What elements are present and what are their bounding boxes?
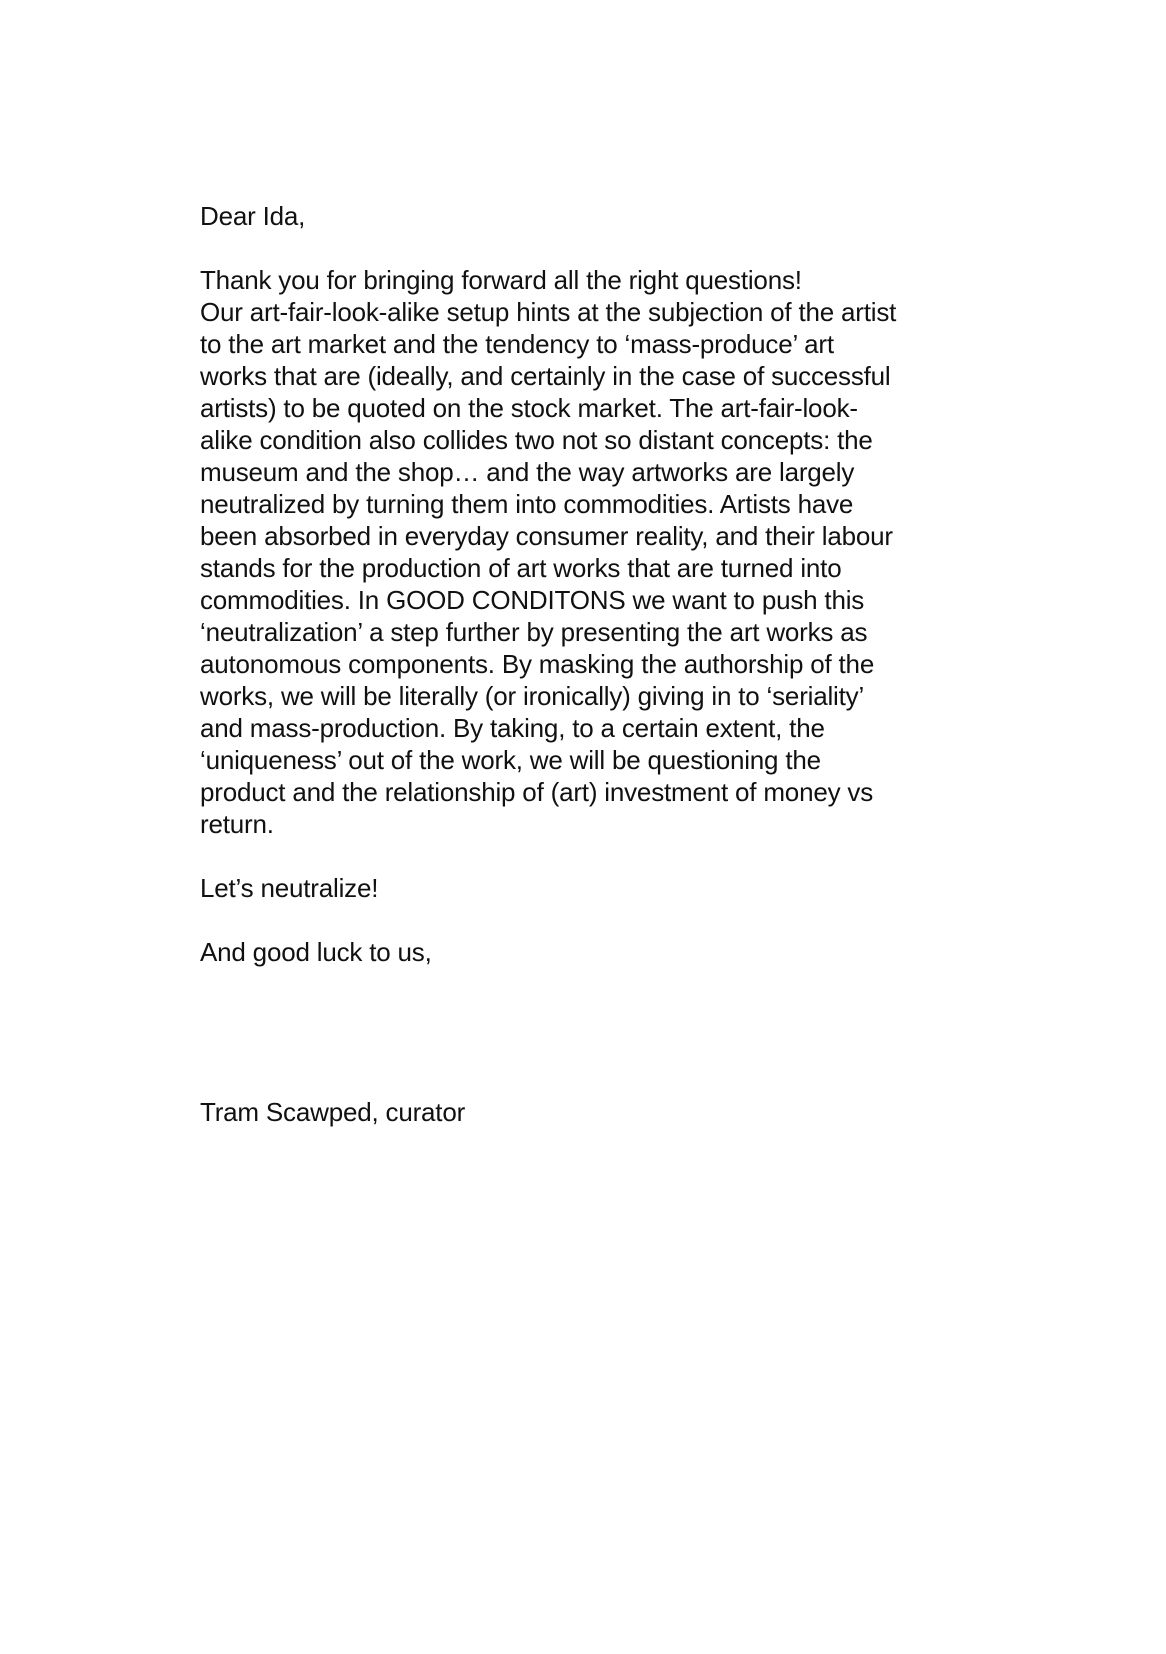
paragraph-line: product and the relationship of (art) investment of money vs <box>200 777 874 807</box>
paragraph-line: neutralized by turning them into commodities. Artists have <box>200 489 854 519</box>
paragraph-line: Our art-fair-look-alike setup hints at the subjection of the artist <box>200 297 897 327</box>
paragraph-line: autonomous components. By masking the authorship of the <box>200 649 875 679</box>
paragraph-line: Thank you for bringing forward all the right questions! <box>200 265 802 295</box>
exclamation-line: Let’s neutralize! <box>200 873 379 903</box>
paragraph-line: commodities. In GOOD CONDITONS we want to push this <box>200 585 865 615</box>
paragraph-line: ‘uniqueness’ out of the work, we will be questioning the <box>200 745 821 775</box>
paragraph-line: alike condition also collides two not so distant concepts: the <box>200 425 873 455</box>
paragraph-line: to the art market and the tendency to ‘mass-produce’ art <box>200 329 834 359</box>
paragraph-line: stands for the production of art works that are turned into <box>200 553 842 583</box>
signature-line: Tram Scawped, curator <box>200 1097 466 1127</box>
letter-body <box>200 200 980 1128</box>
paragraph-line: and mass-production. By taking, to a certain extent, the <box>200 713 825 743</box>
paragraph-line: return. <box>200 809 274 839</box>
main-paragraph <box>200 264 980 840</box>
paragraph-line: works, we will be literally (or ironically) giving in to ‘seriality’ <box>200 681 865 711</box>
paragraph-line: ‘neutralization’ a step further by presenting the art works as <box>200 617 868 647</box>
closing-line: And good luck to us, <box>200 937 432 967</box>
paragraph-line: been absorbed in everyday consumer reality, and their labour <box>200 521 893 551</box>
paragraph-line: works that are (ideally, and certainly in the case of successful <box>200 361 891 391</box>
salutation: Dear Ida, <box>200 201 306 231</box>
paragraph-line: artists) to be quoted on the stock market. The art-fair-look- <box>200 393 858 423</box>
paragraph-line: museum and the shop… and the way artworks are largely <box>200 457 855 487</box>
